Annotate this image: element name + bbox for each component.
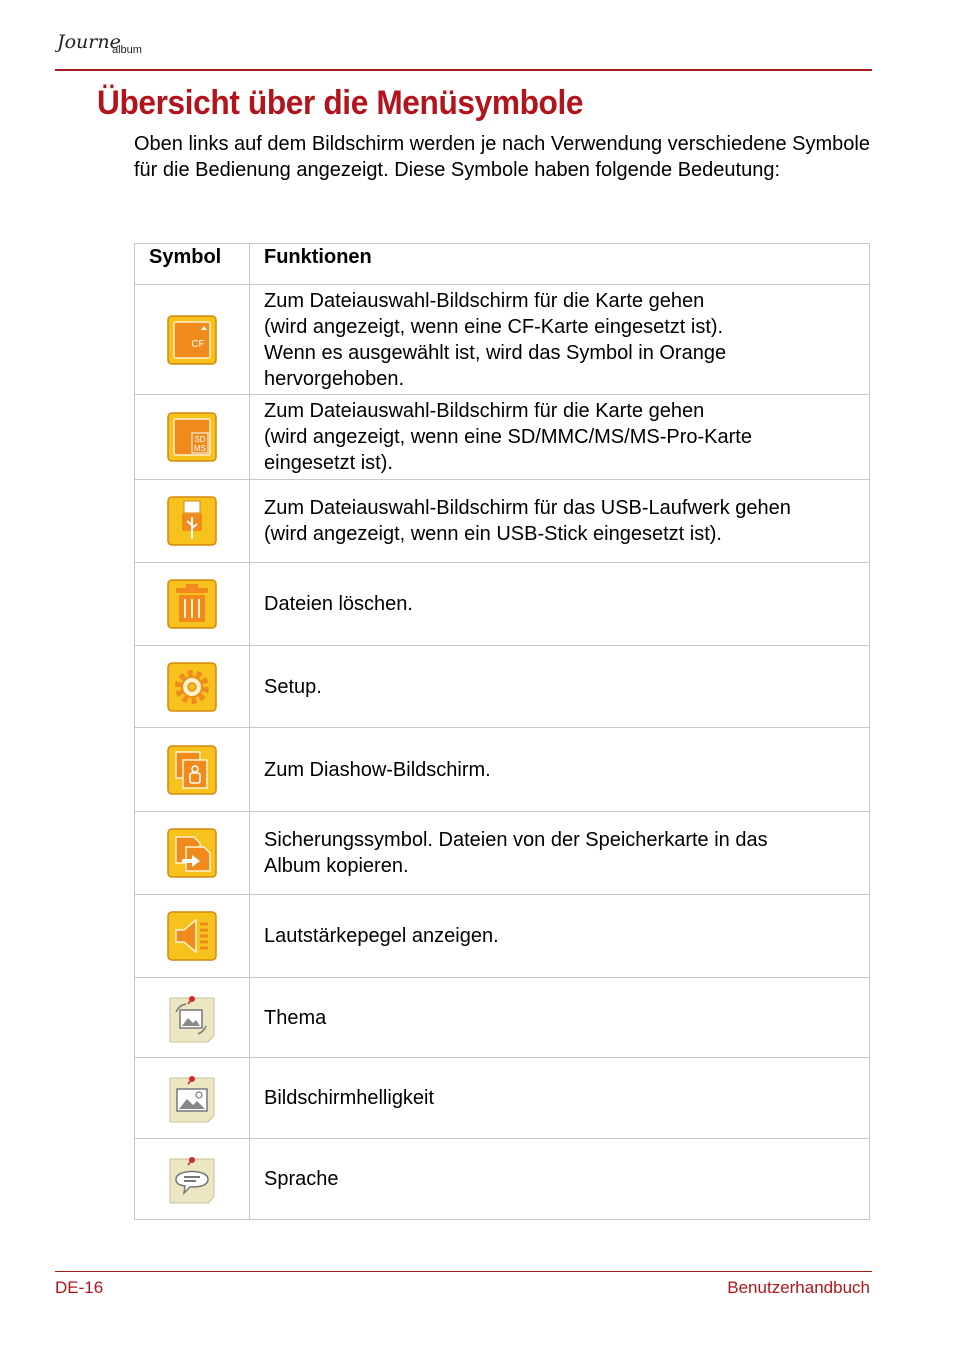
page-number: DE-16 — [55, 1278, 104, 1297]
table-row — [135, 1058, 870, 1139]
symbol-cell — [135, 895, 250, 978]
function-text: Setup. — [250, 646, 870, 728]
table-row — [135, 1139, 870, 1220]
symbol-cell — [135, 1058, 250, 1139]
symbol-cell — [135, 480, 250, 563]
function-text: Zum Dateiauswahl-Bildschirm für die Karte gehen (wird angezeigt, wenn eine SD/MMC/MS/MS-Pro-Karte eingesetzt ist). — [250, 395, 870, 480]
header-functions: Funktionen — [250, 244, 870, 285]
symbol-cell — [135, 563, 250, 646]
svg-text:MS: MS — [194, 444, 206, 453]
symbol-table — [134, 243, 870, 1220]
symbol-cell — [135, 285, 250, 395]
trash-icon — [166, 578, 218, 630]
function-text: Dateien löschen. — [250, 563, 870, 646]
table-row — [135, 646, 870, 728]
table-row — [135, 812, 870, 895]
sd-ms-card-icon — [166, 411, 218, 463]
symbol-cell — [135, 1139, 250, 1220]
table-row — [135, 563, 870, 646]
function-text: Zum Dateiauswahl-Bildschirm für die Karte gehen (wird angezeigt, wenn eine CF-Karte eingesetzt ist). Wenn es ausgewählt ist, wird das Symbol in Orange hervorgehoben. — [250, 285, 870, 395]
svg-text:SD: SD — [194, 435, 206, 444]
symbol-cell — [135, 728, 250, 812]
table-row — [135, 395, 870, 480]
footer-rule — [55, 1271, 872, 1272]
function-text: Thema — [250, 978, 870, 1058]
symbol-cell — [135, 812, 250, 895]
function-text: Sprache — [250, 1139, 870, 1220]
header-rule — [55, 69, 872, 71]
function-text: Zum Diashow-Bildschirm. — [250, 728, 870, 812]
function-text: Bildschirmhelligkeit — [250, 1058, 870, 1139]
cf-card-icon — [166, 314, 218, 366]
language-icon — [166, 1153, 218, 1205]
backup-icon — [166, 827, 218, 879]
table-row — [135, 480, 870, 563]
table-row — [135, 728, 870, 812]
table-row — [135, 285, 870, 395]
usb-icon — [166, 495, 218, 547]
symbol-cell — [135, 978, 250, 1058]
function-text: Sicherungssymbol. Dateien von der Speicherkarte in das Album kopieren. — [250, 812, 870, 895]
table-row — [135, 978, 870, 1058]
slideshow-icon — [166, 744, 218, 796]
theme-icon — [166, 992, 218, 1044]
logo-graphic — [55, 22, 155, 62]
logo-sub: album — [112, 44, 142, 56]
symbol-cell — [135, 646, 250, 728]
function-text: Lautstärkepegel anzeigen. — [250, 895, 870, 978]
page-title: Übersicht über die Menüsymbole — [97, 84, 584, 122]
intro-paragraph: Oben links auf dem Bildschirm werden je nach Verwendung verschiedene Symbole für die Bedienung angezeigt. Diese Symbole haben folgende Bedeutung: — [134, 133, 870, 181]
header-symbol: Symbol — [135, 244, 250, 285]
function-text: Zum Dateiauswahl-Bildschirm für das USB-Laufwerk gehen (wird angezeigt, wenn ein USB-Stick eingesetzt ist). — [250, 480, 870, 563]
gear-icon — [166, 661, 218, 713]
table-header-row — [135, 244, 870, 285]
manual-title: Benutzerhandbuch — [727, 1278, 870, 1297]
table-row — [135, 895, 870, 978]
brightness-icon — [166, 1072, 218, 1124]
speaker-icon — [166, 910, 218, 962]
journe-album-logo — [55, 22, 155, 62]
symbol-cell — [135, 395, 250, 480]
cf-label: CF — [191, 338, 205, 350]
logo-script: Journe — [57, 31, 121, 53]
